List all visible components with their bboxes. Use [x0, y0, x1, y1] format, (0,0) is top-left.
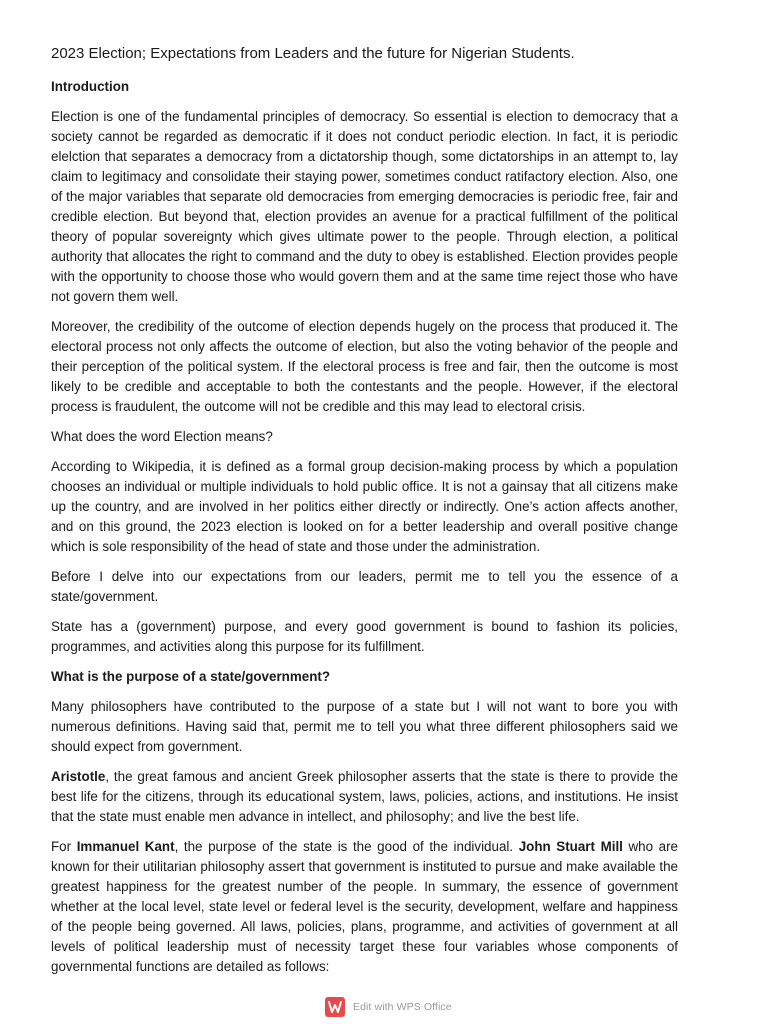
- question-election-meaning: What does the word Election means?: [51, 429, 273, 444]
- paragraph-before-expectations: Before I delve into our expectations from our leaders, permit me to tell you the essence of a state/government.: [51, 569, 678, 604]
- introduction-heading: Introduction: [51, 79, 130, 94]
- mill-text: who are known for their utilitarian philosophy assert that government is instituted to pursue and make available the greatest happiness for the greatest number of the people. In summary, the essence of government whether at the local level, state level or federal level is the security, development, welfare and happiness of the people being governed. All laws, policies, plans, programme, and activities of government at all levels of political leadership must of necessity target these four variables whose components of governmental functions are detailed as follows:: [51, 839, 679, 974]
- wps-watermark-text: Edit with WPS Office: [353, 1001, 452, 1013]
- document-page: [51, 44, 678, 987]
- wps-watermark: [325, 996, 452, 1018]
- document-title: 2023 Election; Expectations from Leaders and the future for Nigerian Students.: [51, 45, 575, 62]
- wps-logo-icon: [325, 997, 345, 1017]
- paragraph-election-principles: Election is one of the fundamental principles of democracy. So essential is election to democracy that a society cannot be regarded as democratic if it does not conduct periodic election. In fact, it is periodic elelction that separates a democracy from a dictatorship though, some dictatorships in an attempt to, lay claim to legitimacy and consolidate their staying power, sometimes conduct ratifactory election. Also, one of the major variables that separate old democracies from emerging democracies is periodic free, fair and credible election. But beyond that, election provides an avenue for a practical fulfillment of the political theory of popular sovereignty which gives ultimate power to the people. Through election, a political authority that allocates the right to command and the duty to obey is established. Election provides people with the opportunity to choose those who would govern them and at the same time reject those who have not govern them well.: [51, 109, 678, 304]
- kant-lead-text: For: [51, 839, 77, 854]
- paragraph-state-purpose: State has a (government) purpose, and every good government is bound to fashion its policies, programmes, and activities along this purpose for its fulfillment.: [51, 619, 678, 654]
- kant-text: , the purpose of the state is the good of the individual.: [174, 839, 519, 854]
- aristotle-text: , the great famous and ancient Greek philosopher asserts that the state is there to provide the best life for the citizens, through its educational system, laws, policies, actions, and institutions. He insist that the state must enable men advance in intellect, and philosophy; and live the best life.: [51, 769, 678, 824]
- aristotle-name: Aristotle: [51, 769, 106, 784]
- paragraph-wikipedia-definition: According to Wikipedia, it is defined as a formal group decision-making process by which a population chooses an individual or multiple individuals to hold public office. It is not a gainsay that all citizens make up the country, and are involved in her politics either directly or indirectly. One’s action affects another, and on this ground, the 2023 election is looked on for a better leadership and overall positive change which is sole responsibility of the head of state and those under the administration.: [51, 459, 678, 554]
- mill-name: John Stuart Mill: [518, 839, 623, 854]
- purpose-heading: What is the purpose of a state/government?: [51, 669, 331, 684]
- paragraph-aristotle: [51, 767, 678, 827]
- paragraph-electoral-credibility: Moreover, the credibility of the outcome of election depends hugely on the process that produced it. The electoral process not only affects the outcome of election, but also the voting behavior of the people and their perception of the political system. If the electoral process is free and fair, then the outcome is most likely to be credible and acceptable to both the contestants and the people. However, if the electoral process is fraudulent, the outcome will not be credible and this may lead to electoral crisis.: [51, 319, 678, 414]
- paragraph-kant-mill: [51, 837, 678, 977]
- paragraph-philosophers: Many philosophers have contributed to the purpose of a state but I will not want to bore you with numerous definitions. Having said that, permit me to tell you what three different philosophers said we should expect from government.: [51, 699, 678, 754]
- kant-name: Immanuel Kant: [76, 839, 175, 854]
